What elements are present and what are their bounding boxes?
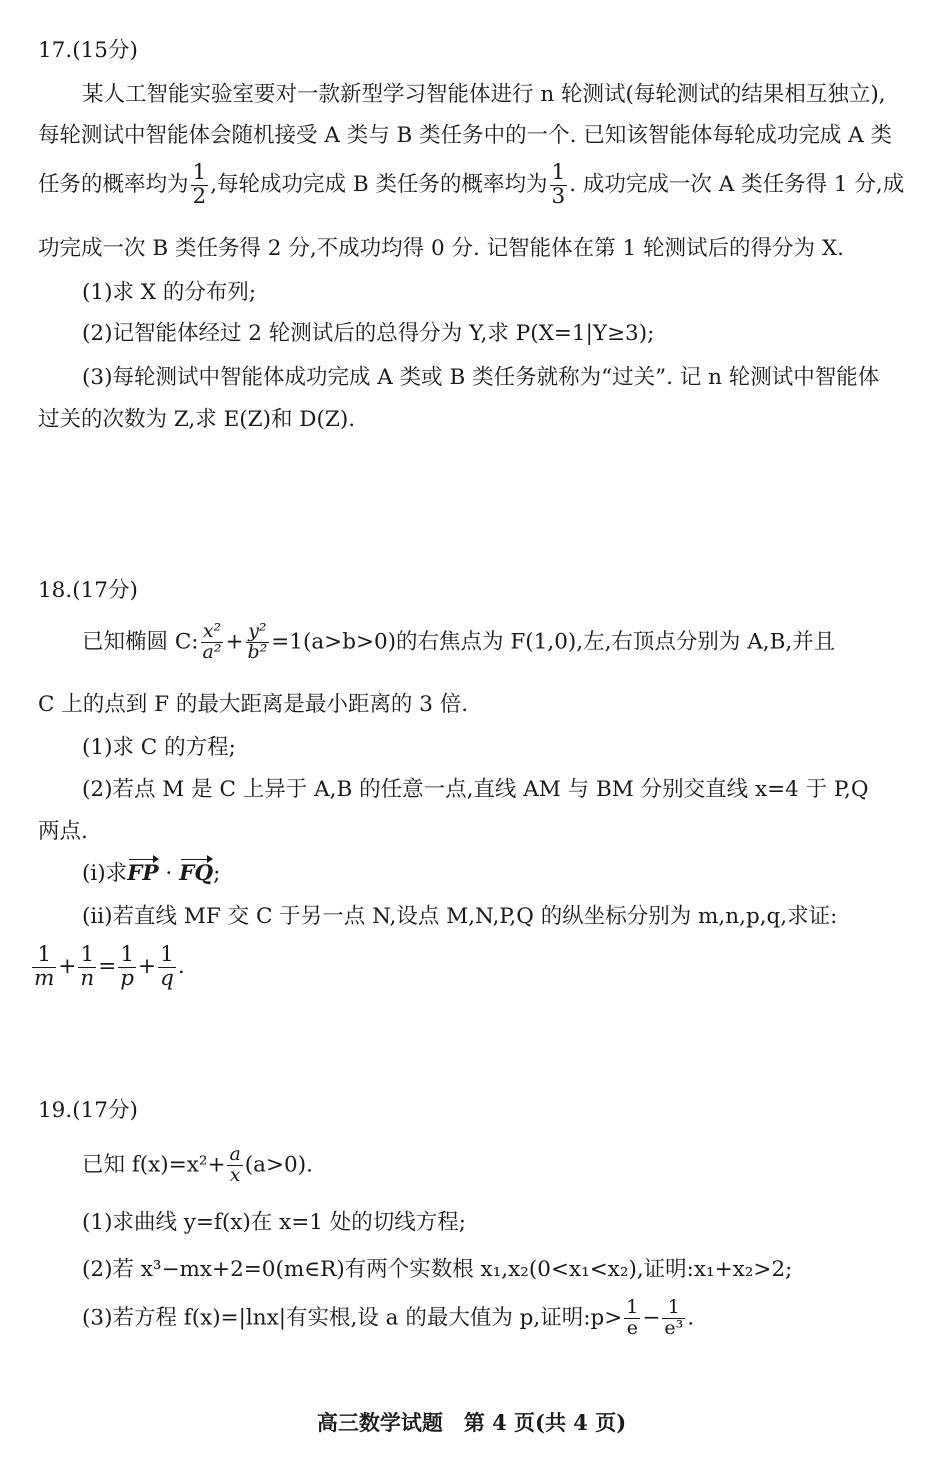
period: . [177, 954, 185, 980]
q17-heading: 17.(15分) [38, 38, 138, 63]
q19-line-1b: (a>0). [244, 1152, 313, 1178]
q19-line-1 [82, 1145, 313, 1186]
q18-part-2b: 两点. [38, 819, 88, 844]
q17-part-2: (2)记智能体经过 2 轮测试后的总得分为 Y,求 P(X=1|Y≥3); [82, 321, 655, 346]
q18-equation [30, 944, 185, 990]
q18-part-1: (1)求 C 的方程; [82, 735, 236, 760]
fraction-y2-over-b2: $\frac{\text{y²}}{\text{b²}}$ [247, 620, 268, 663]
vector-fp: FP [127, 861, 159, 886]
q17-line-2: 每轮测试中智能体会随机接受 A 类与 B 类任务中的一个. 已知该智能体每轮成功完成 A 类 [38, 123, 893, 148]
minus-sign: − [642, 1305, 661, 1331]
q18-line-1b: =1(a>b>0)的右焦点为 F(1,0),左,右顶点分别为 A,B,并且 [271, 629, 836, 655]
q17-part-3a: (3)每轮测试中智能体成功完成 A 类或 B 类任务就称为“过关”. 记 n 轮测试中智能体 [82, 365, 880, 390]
q18-line-1a: 已知椭圆 C: [82, 629, 199, 655]
fraction-1-over-e: $\frac{1}{e}$ [626, 1296, 639, 1339]
page-footer: 高三数学试题 第 4 页(共 4 页) [316, 1410, 627, 1435]
fraction-1-over-p: $\frac{1}{p}$ [120, 942, 135, 991]
q19-part-3 [82, 1298, 694, 1339]
q18-line-2: C 上的点到 F 的最大距离是最小距离的 3 倍. [38, 692, 469, 717]
q17-line-3a: 任务的概率均为 [38, 172, 189, 198]
q17-part-3b: 过关的次数为 Z,求 E(Z)和 D(Z). [38, 407, 356, 432]
dot-operator: · [158, 861, 180, 886]
fraction-a-over-x: $\frac{a}{x}$ [229, 1143, 241, 1186]
fraction-x2-over-a2: $\frac{\text{x²}}{\text{a²}}$ [202, 620, 222, 663]
q17-line-3b: ,每轮成功完成 B 类任务的概率均为 [210, 172, 548, 198]
equals-sign: = [98, 954, 117, 980]
q17-line-3c: . 成功完成一次 A 类任务得 1 分,成 [569, 172, 905, 198]
plus-sign: + [225, 629, 244, 655]
q17-line-1: 某人工智能实验室要对一款新型学习智能体进行 n 轮测试(每轮测试的结果相互独立), [82, 82, 886, 107]
period: . [687, 1305, 695, 1331]
plus-sign: + [58, 954, 77, 980]
fraction-one-half: $\frac{1}{2}$ [192, 160, 207, 209]
q19-heading: 19.(17分) [38, 1098, 138, 1123]
fraction-1-over-q: $\frac{1}{q}$ [160, 942, 174, 991]
q19-line-1a: 已知 f(x)=x²+ [82, 1152, 226, 1178]
q17-line-3 [38, 162, 904, 208]
q17-part-1: (1)求 X 的分布列; [82, 280, 257, 305]
q18-line-1 [82, 622, 835, 663]
q18-part-2a: (2)若点 M 是 C 上异于 A,B 的任意一点,直线 AM 与 BM 分别交直线 x=4 于 P,Q [82, 777, 869, 802]
fraction-1-over-m: $\frac{1}{m}$ [34, 942, 55, 991]
q18-part-ii: (ii)若直线 MF 交 C 于另一点 N,设点 M,N,P,Q 的纵坐标分别为 m,n,p,q,求证: [82, 904, 838, 929]
fraction-1-over-e-cubed: $\frac{1}{\text{e³}}$ [664, 1296, 684, 1339]
q18-part-i [82, 861, 220, 887]
vector-fq: FQ [179, 861, 214, 886]
fraction-one-third: $\frac{1}{3}$ [551, 160, 566, 209]
q19-part-1: (1)求曲线 y=f(x)在 x=1 处的切线方程; [82, 1210, 467, 1235]
fraction-1-over-n: $\frac{1}{n}$ [80, 942, 95, 991]
q17-line-4: 功完成一次 B 类任务得 2 分,不成功均得 0 分. 记智能体在第 1 轮测试后的得分为 X. [38, 236, 844, 261]
q19-part-2: (2)若 x³−mx+2=0(m∈R)有两个实数根 x₁,x₂(0<x₁<x₂),证明:x₁+x₂>2; [82, 1257, 793, 1282]
q19-part-3a: (3)若方程 f(x)=|lnx|有实根,设 a 的最大值为 p,证明:p> [82, 1305, 623, 1331]
q18-heading: 18.(17分) [38, 578, 138, 603]
semicolon: ; [213, 861, 221, 886]
q18-part-i-label: (i)求 [82, 861, 128, 886]
plus-sign: + [138, 954, 157, 980]
